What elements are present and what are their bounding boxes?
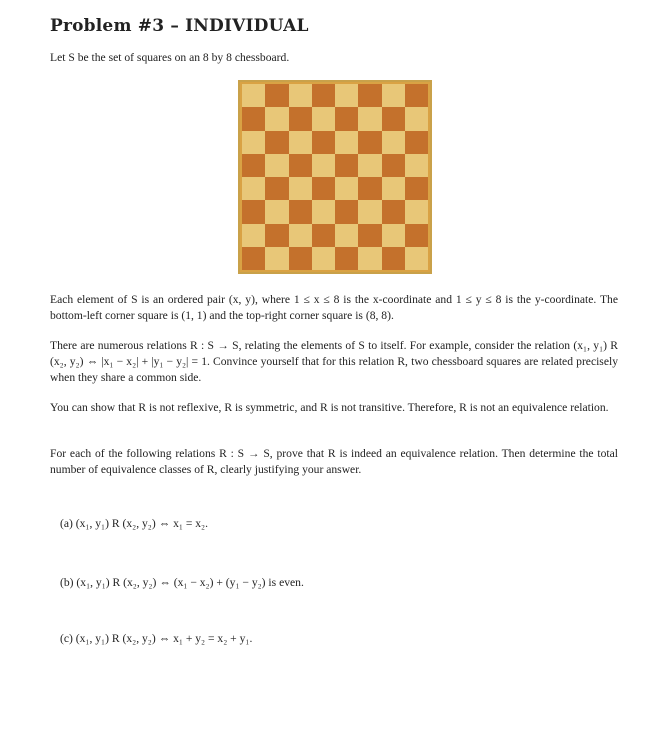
- item-c: (c) (x₁, y₁) R (x₂, y₂) ⇔ x₁ + y₂ = x₂ + y₁.: [60, 632, 253, 645]
- chess-square: [382, 154, 405, 177]
- chess-square: [405, 84, 428, 107]
- chess-square: [335, 200, 358, 223]
- chess-square: [335, 177, 358, 200]
- chess-square: [382, 107, 405, 130]
- problem-title: Problem #3 – INDIVIDUAL: [50, 16, 309, 36]
- chess-square: [358, 200, 381, 223]
- chess-square: [265, 177, 288, 200]
- chess-square: [312, 154, 335, 177]
- chess-square: [358, 107, 381, 130]
- chess-square: [265, 200, 288, 223]
- chess-square: [242, 224, 265, 247]
- chess-square: [289, 131, 312, 154]
- chess-square: [242, 247, 265, 270]
- paragraph-relation-example: There are numerous relations R : S → S, relating the elements of S to itself. For example, consider the relation (x₁, y₁) R (x₂, y₂) ⇔ |x₁ − x₂| + |y₁ − y₂| = 1. Convince yourself that for this relation R, two chessboard squares are related precisely when they share a common side.: [50, 339, 618, 384]
- chess-square: [289, 177, 312, 200]
- item-a: (a) (x₁, y₁) R (x₂, y₂) ⇔ x₁ = x₂.: [60, 517, 208, 530]
- chess-square: [358, 224, 381, 247]
- chess-square: [382, 247, 405, 270]
- chess-square: [265, 131, 288, 154]
- chess-square: [335, 84, 358, 107]
- chess-square: [312, 200, 335, 223]
- chess-square: [335, 154, 358, 177]
- chess-square: [265, 107, 288, 130]
- chess-square: [312, 224, 335, 247]
- chess-square: [289, 224, 312, 247]
- chess-square: [405, 154, 428, 177]
- chess-square: [265, 224, 288, 247]
- item-b: (b) (x₁, y₁) R (x₂, y₂) ⇔ (x₁ − x₂) + (y₁ − y₂) is even.: [60, 576, 304, 589]
- chess-square: [405, 247, 428, 270]
- chess-square: [358, 177, 381, 200]
- chess-square: [265, 247, 288, 270]
- chess-square: [289, 200, 312, 223]
- chess-square: [358, 131, 381, 154]
- chess-square: [382, 224, 405, 247]
- chess-square: [405, 131, 428, 154]
- chess-square: [242, 154, 265, 177]
- chess-square: [242, 107, 265, 130]
- paragraph-properties: You can show that R is not reflexive, R is symmetric, and R is not transitive. Therefore, R is not an equivalence relation.: [50, 401, 609, 414]
- chess-square: [242, 200, 265, 223]
- chess-square: [358, 247, 381, 270]
- chess-square: [312, 177, 335, 200]
- chess-square: [358, 154, 381, 177]
- chess-square: [312, 84, 335, 107]
- paragraph-task: For each of the following relations R : S → S, prove that R is indeed an equivalence relation. Then determine the total number of equivalence classes of R, clearly justifying your answer.: [50, 447, 618, 476]
- chess-square: [312, 131, 335, 154]
- chess-square: [289, 84, 312, 107]
- chess-square: [358, 84, 381, 107]
- chess-square: [405, 200, 428, 223]
- chess-square: [405, 224, 428, 247]
- paragraph-coordinates: Each element of S is an ordered pair (x, y), where 1 ≤ x ≤ 8 is the x-coordinate and 1 ≤ y ≤ 8 is the y-coordinate. The bottom-left corner square is (1, 1) and the top-right corner square is (8, 8).: [50, 293, 618, 322]
- chess-square: [382, 131, 405, 154]
- chess-square: [405, 107, 428, 130]
- chess-square: [265, 84, 288, 107]
- chess-square: [335, 107, 358, 130]
- chess-square: [335, 131, 358, 154]
- chess-square: [242, 131, 265, 154]
- chessboard-image: [238, 80, 432, 274]
- chess-square: [382, 200, 405, 223]
- chess-square: [312, 247, 335, 270]
- chess-square: [382, 177, 405, 200]
- intro-text: Let S be the set of squares on an 8 by 8 chessboard.: [50, 51, 290, 64]
- chess-square: [289, 107, 312, 130]
- chess-square: [382, 84, 405, 107]
- chess-square: [335, 224, 358, 247]
- chess-square: [265, 154, 288, 177]
- chess-square: [405, 177, 428, 200]
- chess-square: [289, 247, 312, 270]
- chess-square: [242, 177, 265, 200]
- chess-square: [242, 84, 265, 107]
- chess-square: [312, 107, 335, 130]
- chess-square: [335, 247, 358, 270]
- chess-square: [289, 154, 312, 177]
